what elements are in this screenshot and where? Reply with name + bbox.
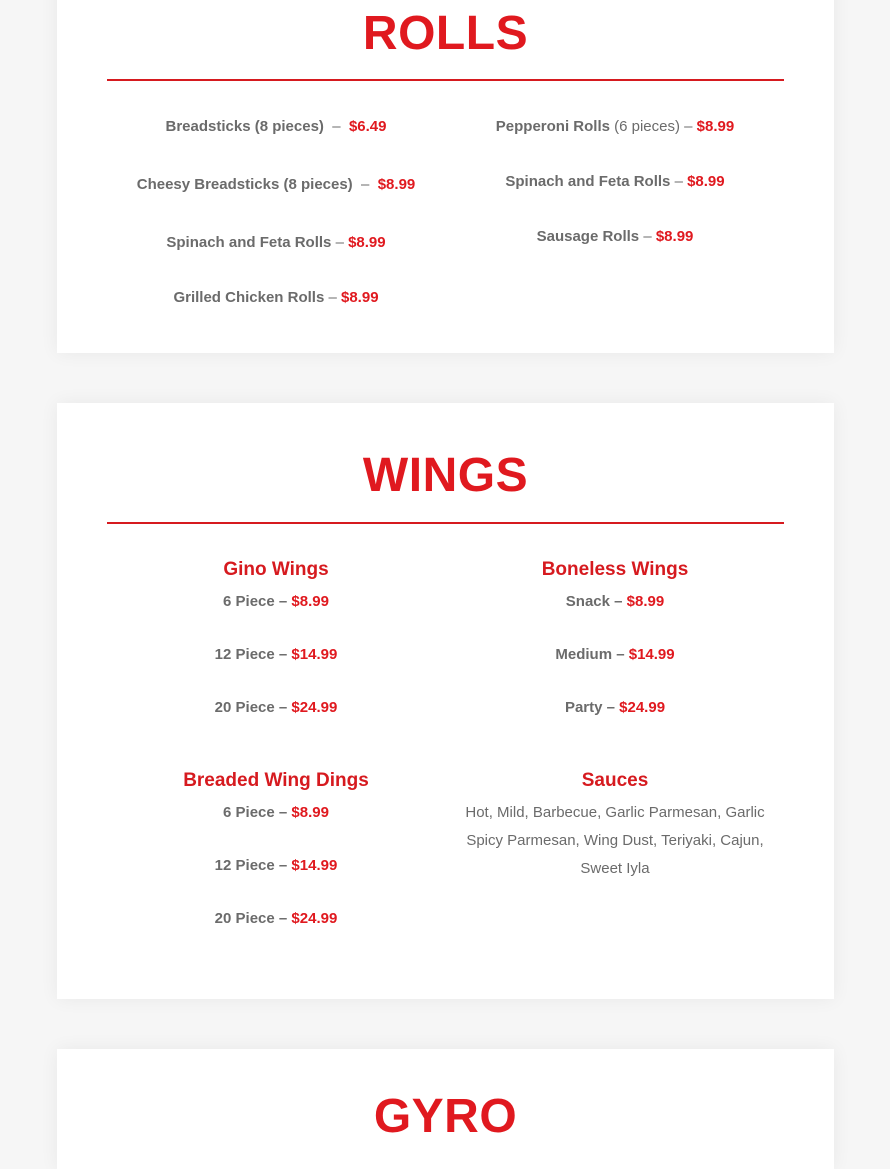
price: $8.99: [341, 289, 379, 306]
gyro-section: [57, 1049, 834, 1169]
section-title-wings: WINGS: [362, 449, 529, 502]
sauces-line: Hot, Mild, Barbecue, Garlic Parmesan, Garlic: [465, 804, 765, 821]
price: $8.99: [377, 176, 416, 193]
price: $8.99: [626, 593, 665, 610]
section-divider: [107, 79, 784, 81]
section-title-gyro: GYRO: [373, 1090, 518, 1143]
menu-item: Party – $24.99: [564, 699, 666, 716]
menu-item: 6 Piece – $8.99: [223, 593, 329, 610]
price: $8.99: [687, 173, 725, 190]
menu-item: 20 Piece – $24.99: [214, 699, 338, 716]
menu-item: 12 Piece – $14.99: [214, 646, 338, 663]
menu-item: 12 Piece – $14.99: [214, 857, 338, 874]
menu-item: 20 Piece – $24.99: [214, 910, 338, 927]
price: $8.99: [291, 804, 329, 821]
sauces-list: [446, 799, 784, 883]
price: $8.99: [348, 234, 386, 251]
price: $8.99: [696, 118, 735, 135]
wings-section: [57, 403, 834, 999]
price: $8.99: [655, 228, 694, 245]
price: $14.99: [628, 646, 675, 663]
subheading-sauces: Sauces: [581, 770, 649, 791]
subheading-gino-wings: Gino Wings: [223, 559, 329, 580]
price: $14.99: [291, 857, 338, 874]
menu-item: Snack – $8.99: [565, 593, 665, 610]
menu-item: Medium – $14.99: [555, 646, 675, 663]
menu-item: Grilled Chicken Rolls – $8.99: [173, 289, 379, 306]
sauces-line: Spicy Parmesan, Wing Dust, Teriyaki, Cajun,: [466, 832, 764, 849]
price: $24.99: [291, 699, 338, 716]
section-title-rolls: ROLLS: [362, 7, 529, 60]
rolls-section: [57, 0, 834, 353]
price: $6.49: [348, 118, 387, 135]
sauces-line: Sweet Iyla: [580, 860, 650, 877]
menu-item: Pepperoni Rolls (6 pieces) – $8.99: [495, 118, 735, 135]
menu-item: Spinach and Feta Rolls – $8.99: [505, 173, 725, 190]
menu-item: 6 Piece – $8.99: [223, 804, 329, 821]
menu-item: Breadsticks (8 pieces) – $6.49: [165, 118, 387, 135]
price: $24.99: [619, 699, 666, 716]
menu-item: Cheesy Breadsticks (8 pieces) – $8.99: [136, 176, 416, 193]
menu-item: Spinach and Feta Rolls – $8.99: [166, 234, 386, 251]
price: $24.99: [291, 910, 338, 927]
price: $8.99: [291, 593, 329, 610]
price: $14.99: [291, 646, 338, 663]
section-divider: [107, 522, 784, 524]
subheading-boneless-wings: Boneless Wings: [541, 559, 689, 580]
menu-item: Sausage Rolls – $8.99: [536, 228, 694, 245]
subheading-breaded-wing-dings: Breaded Wing Dings: [183, 770, 369, 791]
